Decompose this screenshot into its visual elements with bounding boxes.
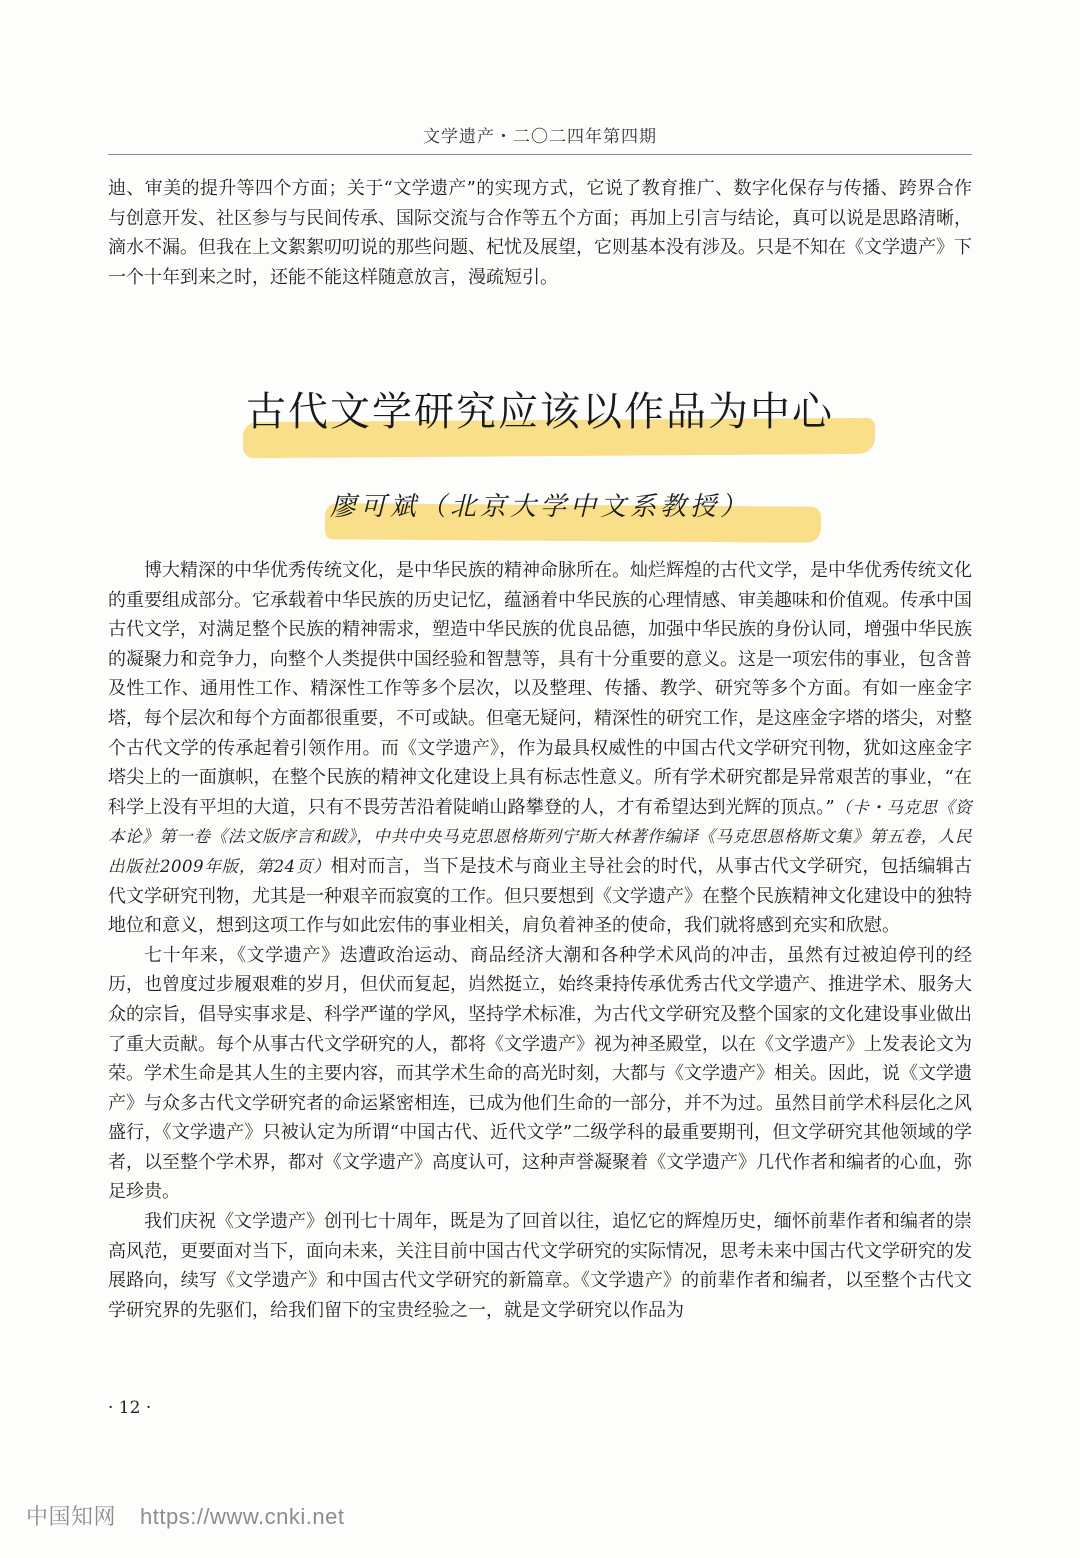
- article-body: [108, 556, 972, 1325]
- paragraph-1-text-a: 博大精深的中华优秀传统文化，是中华民族的精神命脉所在。灿烂辉煌的古代文学，是中华优秀传统文化的重要组成部分。它承载着中华民族的历史记忆，蕴涵着中华民族的心理情感、审美趣味和价值观。传承中国古代文学，对满足整个民族的精神需求，塑造中华民族的优良品德，加强中华民族的身份认同，增强中华民族的凝聚力和竞争力，向整个人类提供中国经验和智慧等，具有十分重要的意义。这是一项宏伟的事业，包含普及性工作、通用性工作、精深性工作等多个层次，以及整理、传播、教学、研究等多个方面。有如一座金字塔，每个层次和每个方面都很重要，不可或缺。但毫无疑问，精深性的研究工作，是这座金字塔的塔尖，对整个古代文学的传承起着引领作用。而《文学遗产》，作为最具权威性的中国古代文学研究刊物，犹如这座金字塔尖上的一面旗帜，在整个民族的精神文化建设上具有标志性意义。所有学术研究都是异常艰苦的事业，“在科学上没有平坦的大道，只有不畏劳苦沿着陡峭山路攀登的人，才有希望达到光辉的顶点。”: [108, 560, 972, 818]
- running-header: 文学遗产・二〇二四年第四期: [423, 127, 657, 147]
- citation-note: （卡・马克思《资本论》第一卷《法文版序言和跋》，中共中央马克思恩格斯列宁斯大林著作编译《马克思恩格斯文集》第五卷，人民出版社2009年版，第24页）: [108, 797, 973, 876]
- continuation-text: 迪、审美的提升等四个方面；关于“文学遗产”的实现方式，它说了教育推广、数字化保存与传播、跨界合作与创意开发、社区参与与民间传承、国际交流与合作等五个方面；再加上引言与结论，真可以说是思路清晰，滴水不漏。但我在上文絮絮叨叨说的那些问题、杞忧及展望，它则基本没有涉及。只是不知在《文学遗产》下一个十年到来之时，还能不能这样随意放言，漫疏短引。: [108, 178, 972, 288]
- page-number: · 12 ·: [108, 1398, 152, 1418]
- article-title: 古代文学研究应该以作品为中心: [246, 389, 834, 435]
- paragraph-1-text-b: 相对而言，当下是技术与商业主导社会的时代，从事古代文学研究，包括编辑古代文学研究刊物，尤其是一种艰辛而寂寞的工作。但只要想到《文学遗产》在整个民族精神文化建设中的独特地位和意义，想到这项工作与如此宏伟的事业相关，肩负着神圣的使命，我们就将感到充实和欣慰。: [108, 855, 972, 937]
- continuation-paragraph: [108, 174, 972, 292]
- header-divider: [108, 154, 972, 155]
- paragraph-3: 我们庆祝《文学遗产》创刊七十周年，既是为了回首以往，追忆它的辉煌历史，缅怀前辈作者和编者的崇高风范，更要面对当下，面向未来，关注目前中国古代文学研究的实际情况，思考未来中国古代文学研究的发展路向，续写《文学遗产》和中国古代文学研究的新篇章。《文学遗产》的前辈作者和编者，以至整个古代文学研究界的先驱们，给我们留下的宝贵经验之一，就是文学研究以作品为: [108, 1211, 972, 1321]
- cnki-url: https://www.cnki.net: [140, 1504, 345, 1529]
- author-line: 廖可斌（北京大学中文系教授）: [329, 492, 750, 522]
- cnki-logo-text: 中国知网: [26, 1504, 117, 1529]
- cnki-watermark: [26, 1500, 344, 1531]
- paragraph-1: [108, 556, 972, 941]
- paragraph-2: 七十年来，《文学遗产》迭遭政治运动、商品经济大潮和各种学术风尚的冲击，虽然有过被迫停刊的经历，也曾度过步履艰难的岁月，但伏而复起，岿然挺立，始终秉持传承优秀古代文学遗产、推进学术、服务大众的宗旨，倡导实事求是、科学严谨的学风，坚持学术标准，为古代文学研究及整个国家的文化建设事业做出了重大贡献。每个从事古代文学研究的人，都将《文学遗产》视为神圣殿堂，以在《文学遗产》上发表论文为荣。学术生命是其人生的主要内容，而其学术生命的高光时刻，大都与《文学遗产》相关。因此，说《文学遗产》与众多古代文学研究者的命运紧密相连，已成为他们生命的一部分，并不为过。虽然目前学术科层化之风盛行，《文学遗产》只被认定为所谓“中国古代、近代文学”二级学科的最重要期刊，但文学研究其他领域的学者，以至整个学术界，都对《文学遗产》高度认可，这种声誉凝聚着《文学遗产》几代作者和编者的心血，弥足珍贵。: [108, 944, 972, 1203]
